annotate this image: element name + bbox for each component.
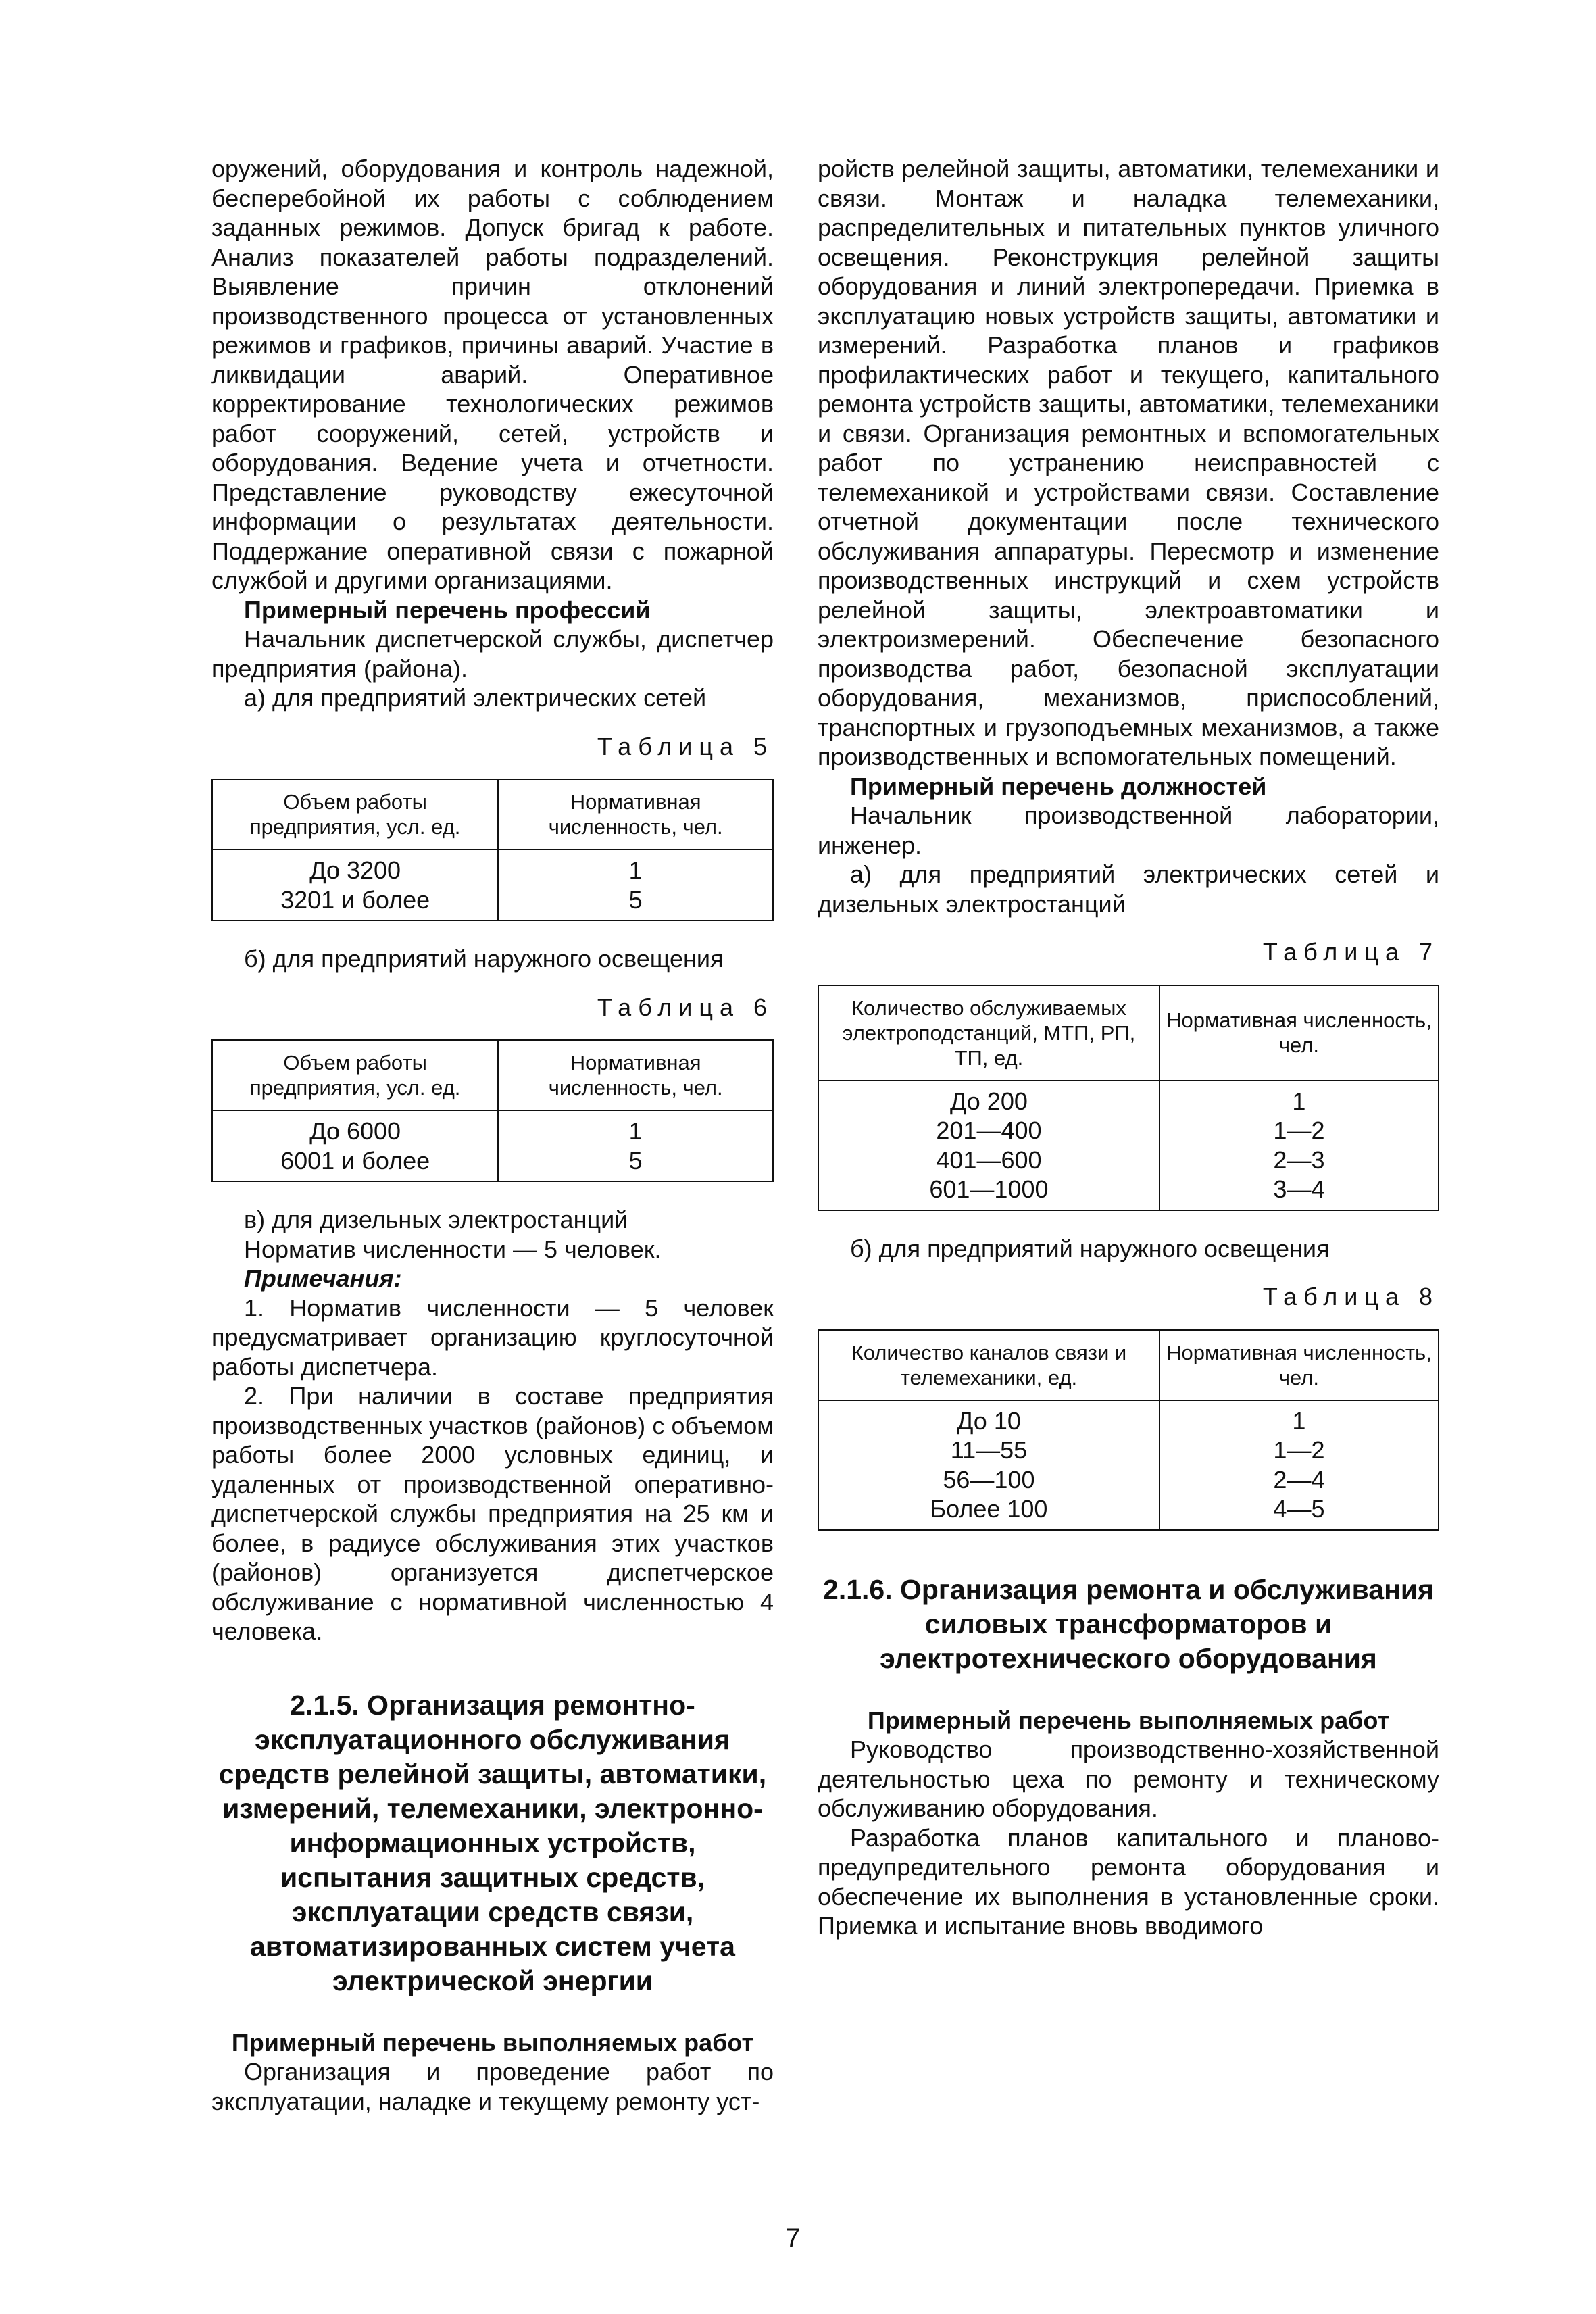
table-7-substations-cell: До 200 201—400 401—600 601—1000 (818, 1081, 1159, 1210)
table-5-volume-cell: До 3200 3201 и более (212, 850, 498, 920)
table-6 (211, 1039, 774, 1182)
right-paragraph-1: ройств релейной защиты, автоматики, телемеханики и связи. Монтаж и наладка телемеханики, распределительных и питательных пунктов уличного освещения. Реконструкция релейной защиты оборудования и линий электропередачи. Приемка в эксплуатацию новых устройств защиты, автоматики и измерений. Разработка планов и графиков профилактических работ и текущего, капитального ремонта устройств защиты, автоматики, телемеханики и связи. Организация ремонтных и вспомогательных работ по устранению неисправностей с телемеханикой и устройствами связи. Составление отчетной документации после технического обслуживания аппаратуры. Пересмотр и изменение производственных инструкций и схем устройств релейной защиты, электроавтоматики и электроизмерений. Обеспечение безопасного производства работ, безопасной эксплуатации оборудования, механизмов, приспособлений, транспортных и грузоподъемных механизмов, а также производственных и вспомогательных помещений. (818, 155, 1439, 770)
section-2-1-6-heading: 2.1.6. Организация ремонта и обслуживания силовых трансформаторов и электротехнического оборудования (823, 1573, 1434, 1674)
notes-heading: Примечания: (244, 1264, 402, 1292)
positions-heading: Примерный перечень должностей (850, 772, 1267, 800)
table-5 (211, 779, 774, 921)
right-subsection-a-label: а) для предприятий электрических сетей и дизельных электростанций (818, 860, 1439, 918)
table-7-header-headcount: Нормативная численность, чел. (1159, 985, 1439, 1081)
left-column (211, 154, 774, 2116)
right-subsection-b-label: б) для предприятий наружного освещения (850, 1234, 1330, 1262)
table-5-header-headcount: Нормативная численность, чел. (498, 779, 773, 850)
table-6-volume-cell: До 6000 6001 и более (212, 1110, 498, 1181)
left-works-heading: Примерный перечень выполняемых работ (231, 2028, 754, 2057)
right-column (818, 154, 1439, 1941)
table-8-channels-cell: До 10 11—55 56—100 Более 100 (818, 1400, 1159, 1530)
table-8-headcount-cell: 1 1—2 2—4 4—5 (1159, 1400, 1439, 1530)
table-8-header-headcount: Нормативная численность, чел. (1159, 1330, 1439, 1400)
table-5-headcount-cell: 1 5 (498, 850, 773, 920)
note-2: 2. При наличии в составе предприятия производственных участков (районов) с объемом работы более 2000 условных единиц, и удаленных от производственной оперативно-диспетчерской службы предприятия на 25 км и более, в радиусе обслуживания этих участков (районов) организуется диспетчерское обслуживание с нормативной численностью 4 человека. (211, 1382, 774, 1645)
left-works-text: Организация и проведение работ по эксплуатации, наладке и текущему ремонту уст- (211, 2058, 774, 2115)
table-7-header-substations: Количество обслуживаемых электроподстанций, МТП, РП, ТП, ед. (818, 985, 1159, 1081)
positions-text: Начальник производственной лаборатории, инженер. (818, 802, 1439, 859)
note-1: 1. Норматив численности — 5 человек предусматривает организацию круглосуточной работы диспетчера. (211, 1294, 774, 1381)
diesel-norm-text: Норматив численности — 5 человек. (244, 1235, 662, 1263)
table-7-caption: Таблица 7 (1262, 938, 1439, 966)
table-8-caption: Таблица 8 (1262, 1283, 1439, 1310)
right-works-text-2: Разработка планов капитального и планово-предупредительного ремонта оборудования и обеспечение их выполнения в установленные сроки. Приемка и испытание вновь вводимого (818, 1823, 1439, 1940)
table-7 (818, 985, 1439, 1211)
table-6-caption: Таблица 6 (597, 993, 774, 1021)
table-6-header-volume: Объем работы предприятия, усл. ед. (212, 1040, 498, 1110)
page-number: 7 (785, 2223, 801, 2253)
subsection-a-label: а) для предприятий электрических сетей (244, 684, 707, 712)
section-2-1-5-heading: 2.1.5. Организация ремонтно-эксплуатационного обслуживания средств релейной защиты, автоматики, измерений, телемеханики, электронно-информационных устройств, испытания защитных средств, эксплуатации средств связи, автоматизированных систем учета электрической энергии (218, 1689, 767, 1996)
table-6-headcount-cell: 1 5 (498, 1110, 773, 1181)
professions-text: Начальник диспетчерской службы, диспетчер предприятия (района). (211, 625, 774, 683)
table-6-header-headcount: Нормативная численность, чел. (498, 1040, 773, 1110)
subsection-v-label: в) для дизельных электростанций (244, 1206, 628, 1233)
subsection-b-label: б) для предприятий наружного освещения (244, 945, 724, 973)
professions-heading: Примерный перечень профессий (244, 595, 651, 624)
table-5-caption: Таблица 5 (597, 732, 774, 760)
table-8 (818, 1329, 1439, 1531)
right-works-text-1: Руководство производственно-хозяйственной деятельностью цеха по ремонту и техническому обслуживанию оборудования. (818, 1736, 1439, 1822)
table-5-header-volume: Объем работы предприятия, усл. ед. (212, 779, 498, 850)
left-paragraph-1: оружений, оборудования и контроль надежной, бесперебойной их работы с соблюдением заданных режимов. Допуск бригад к работе. Анализ показателей работы подразделений. Выявление причин отклонений производственного процесса от установленных режимов и графиков, причины аварий. Участие в ликвидации аварий. Оперативное корректирование технологических режимов работ сооружений, сетей, устройств и оборудования. Ведение учета и отчетности. Представление руководству ежесуточной информации о результатах деятельности. Поддержание оперативной связи с пожарной службой и другими организациями. (211, 155, 774, 594)
right-works-heading: Примерный перечень выполняемых работ (867, 1706, 1390, 1734)
table-8-header-channels: Количество каналов связи и телемеханики, ед. (818, 1330, 1159, 1400)
table-7-headcount-cell: 1 1—2 2—3 3—4 (1159, 1081, 1439, 1210)
